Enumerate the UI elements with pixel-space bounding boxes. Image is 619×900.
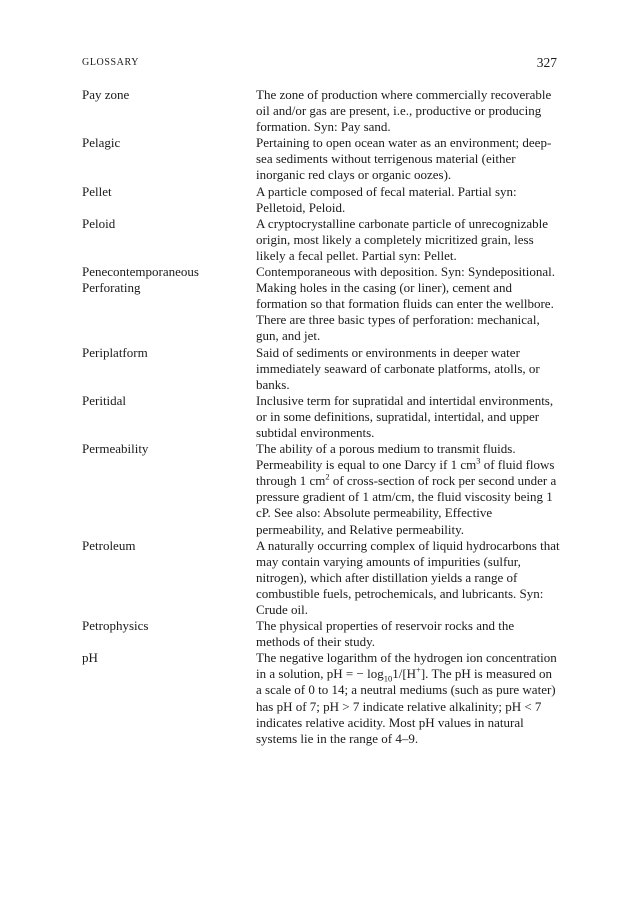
definition-segment: The negative logarithm of the hydrogen ion concentration in a solution, pH = − log bbox=[256, 650, 557, 682]
glossary-term: Peritidal bbox=[82, 392, 127, 408]
glossary-entry bbox=[82, 345, 560, 393]
superscript: 2 bbox=[325, 471, 330, 482]
page-number: 327 bbox=[536, 55, 557, 70]
glossary-entry bbox=[82, 264, 560, 280]
glossary-definition bbox=[256, 280, 560, 344]
definition-text: A cryptocrystalline carbonate particle of unrecognizable origin, most likely a completely micritized grain, less likely a fecal pellet. Partial syn: Pellet. bbox=[256, 215, 549, 263]
glossary-definition bbox=[256, 650, 560, 747]
glossary-entry bbox=[82, 216, 560, 264]
glossary-term: Perforating bbox=[82, 280, 141, 296]
running-title: GLOSSARY bbox=[82, 57, 140, 68]
glossary-definition bbox=[256, 345, 560, 393]
definition-text: Inclusive term for supratidal and intertidal environments, or in some definitions, supratidal, intertidal, and upper subtidal environments. bbox=[256, 392, 554, 440]
definition-segment: 1/[H bbox=[392, 666, 417, 682]
definition-text: The zone of production where commercially recoverable oil and/or gas are present, i.e., productive or producing formation. Syn: Pay sand. bbox=[256, 87, 552, 135]
glossary-term: Petroleum bbox=[82, 537, 136, 553]
definition-segment: The ability of a porous medium to transmit fluids. Permeability is equal to one Darcy if 1 cm bbox=[256, 441, 516, 473]
glossary-definition bbox=[256, 135, 560, 183]
glossary-term: pH bbox=[82, 650, 98, 666]
glossary-entry bbox=[82, 618, 560, 650]
definition-segment: of cross-section of rock per second under a pressure gradient of 1 atm/cm, the fluid viscosity being 1 cP. See also: Absolute permeability, Effective permeability, and Relative permeability. bbox=[256, 473, 557, 537]
definition-text: A naturally occurring complex of liquid hydrocarbons that may contain varying amounts of impurities (sulfur, nitrogen), which after distillation yields a range of combustible fuels, petrochemicals, and lubricants. Syn: Crude oil. bbox=[256, 537, 560, 617]
glossary-entry bbox=[82, 441, 560, 538]
definition-text: A particle composed of fecal material. Partial syn: Pelletoid, Peloid. bbox=[256, 183, 517, 215]
glossary-definition bbox=[256, 184, 560, 216]
superscript: + bbox=[416, 665, 421, 676]
definition-text bbox=[256, 441, 560, 538]
superscript: 3 bbox=[476, 455, 481, 466]
glossary-term: Periplatform bbox=[82, 344, 148, 360]
glossary-entry bbox=[82, 280, 560, 344]
definition-text: Making holes in the casing (or liner), cement and formation so that formation fluids can enter the wellbore. There are three basic types of perforation: mechanical, gun, and jet. bbox=[256, 280, 554, 344]
glossary-definition bbox=[256, 264, 560, 280]
running-head bbox=[82, 55, 557, 73]
definition-segment: of fluid flows through 1 cm bbox=[256, 457, 555, 489]
glossary-entry bbox=[82, 184, 560, 216]
glossary-entry bbox=[82, 393, 560, 441]
glossary-list bbox=[82, 87, 560, 747]
glossary-definition bbox=[256, 441, 560, 538]
glossary-definition bbox=[256, 393, 560, 441]
glossary-term: Peloid bbox=[82, 215, 116, 231]
definition-text: Contemporaneous with deposition. Syn: Syndepositional. bbox=[256, 264, 555, 280]
subscript: 10 bbox=[383, 673, 393, 684]
definition-text: Pertaining to open ocean water as an environment; deep-sea sediments without terrigenous material (either inorganic red clays or organic oozes). bbox=[256, 135, 552, 183]
glossary-entry bbox=[82, 87, 560, 135]
glossary-definition bbox=[256, 87, 560, 135]
glossary-term: Permeability bbox=[82, 441, 149, 457]
glossary-entry bbox=[82, 135, 560, 183]
glossary-term: Pelagic bbox=[82, 135, 121, 151]
glossary-entry bbox=[82, 650, 560, 747]
glossary-term: Penecontemporaneous bbox=[82, 264, 199, 280]
glossary-definition bbox=[256, 216, 560, 264]
definition-text bbox=[256, 650, 560, 747]
glossary-definition bbox=[256, 618, 560, 650]
definition-segment: ]. The pH is measured on a scale of 0 to 14; a neutral mediums (such as pure water) has pH of 7; pH > 7 indicate relative alkalinity; pH < 7 indicates relative acidity. Most pH values in natural systems lie in the range of 4–9. bbox=[256, 666, 556, 746]
glossary-definition bbox=[256, 538, 560, 618]
glossary-entry bbox=[82, 538, 560, 618]
glossary-term: Petrophysics bbox=[82, 618, 149, 634]
glossary-term: Pellet bbox=[82, 183, 112, 199]
definition-text: The physical properties of reservoir rocks and the methods of their study. bbox=[256, 618, 515, 650]
definition-text: Said of sediments or environments in deeper water immediately seaward of carbonate platforms, atolls, or banks. bbox=[256, 344, 540, 392]
glossary-term: Pay zone bbox=[82, 87, 130, 102]
